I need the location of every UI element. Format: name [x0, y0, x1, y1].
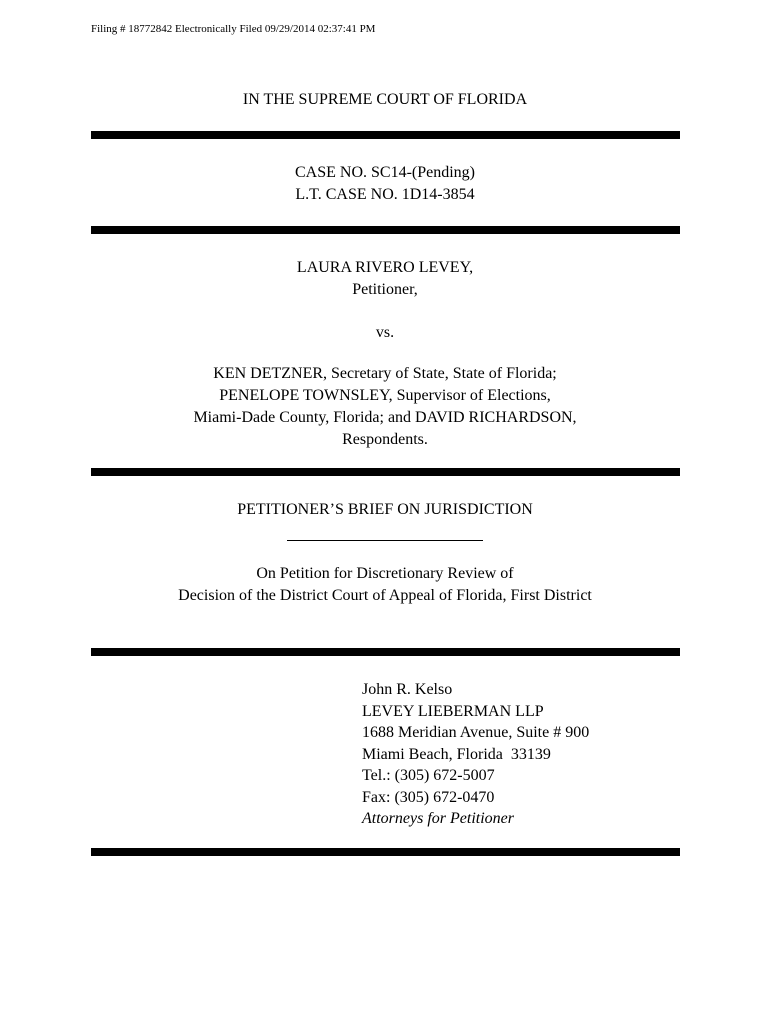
- attorney-telephone: Tel.: (305) 672-5007: [362, 767, 495, 784]
- case-numbers: [0, 162, 770, 206]
- lower-tribunal-case-number: L.T. CASE NO. 1D14-3854: [295, 186, 475, 203]
- brief-title: PETITIONER’S BRIEF ON JURISDICTION: [237, 501, 533, 518]
- petitioner-role: Petitioner,: [352, 281, 418, 298]
- attorney-block: [362, 679, 589, 830]
- versus: [0, 322, 770, 344]
- attorney-fax: Fax: (305) 672-0470: [362, 788, 495, 806]
- attorney-firm: LEVEY LIEBERMAN LLP: [362, 702, 544, 720]
- brief-subtitle-line: On Petition for Discretionary Review of: [256, 565, 514, 582]
- brief-subtitle: [0, 563, 770, 607]
- court-title: IN THE SUPREME COURT OF FLORIDA: [242, 91, 528, 108]
- respondent-line: Miami-Dade County, Florida; and DAVID RICHARDSON,: [193, 409, 577, 426]
- divider-2: [91, 226, 680, 234]
- respondents-block: [0, 363, 770, 451]
- brief-subtitle-line: Decision of the District Court of Appeal of Florida, First District: [178, 587, 592, 604]
- divider-1: [91, 131, 680, 139]
- versus-text: vs.: [375, 324, 395, 341]
- petitioner-block: [0, 257, 770, 301]
- respondent-line: KEN DETZNER, Secretary of State, State of Florida;: [213, 365, 557, 382]
- divider-4: [91, 648, 680, 656]
- respondent-line: Respondents.: [342, 431, 428, 448]
- attorney-name: John R. Kelso: [362, 681, 453, 698]
- divider-5: [91, 848, 680, 856]
- attorney-address-1: 1688 Meridian Avenue, Suite # 900: [362, 724, 590, 741]
- respondent-line: PENELOPE TOWNSLEY, Supervisor of Elections,: [219, 387, 551, 404]
- brief-title-block: [0, 499, 770, 521]
- case-number: CASE NO. SC14-(Pending): [294, 164, 475, 181]
- attorney-role: Attorneys for Petitioner: [362, 810, 514, 827]
- filing-header: Filing # 18772842 Electronically Filed 09/29/2014 02:37:41 PM: [91, 23, 376, 35]
- attorney-address-2: Miami Beach, Florida 33139: [362, 745, 551, 763]
- title-underline: [287, 540, 483, 541]
- divider-3: [91, 468, 680, 476]
- petitioner-name: LAURA RIVERO LEVEY,: [296, 259, 474, 276]
